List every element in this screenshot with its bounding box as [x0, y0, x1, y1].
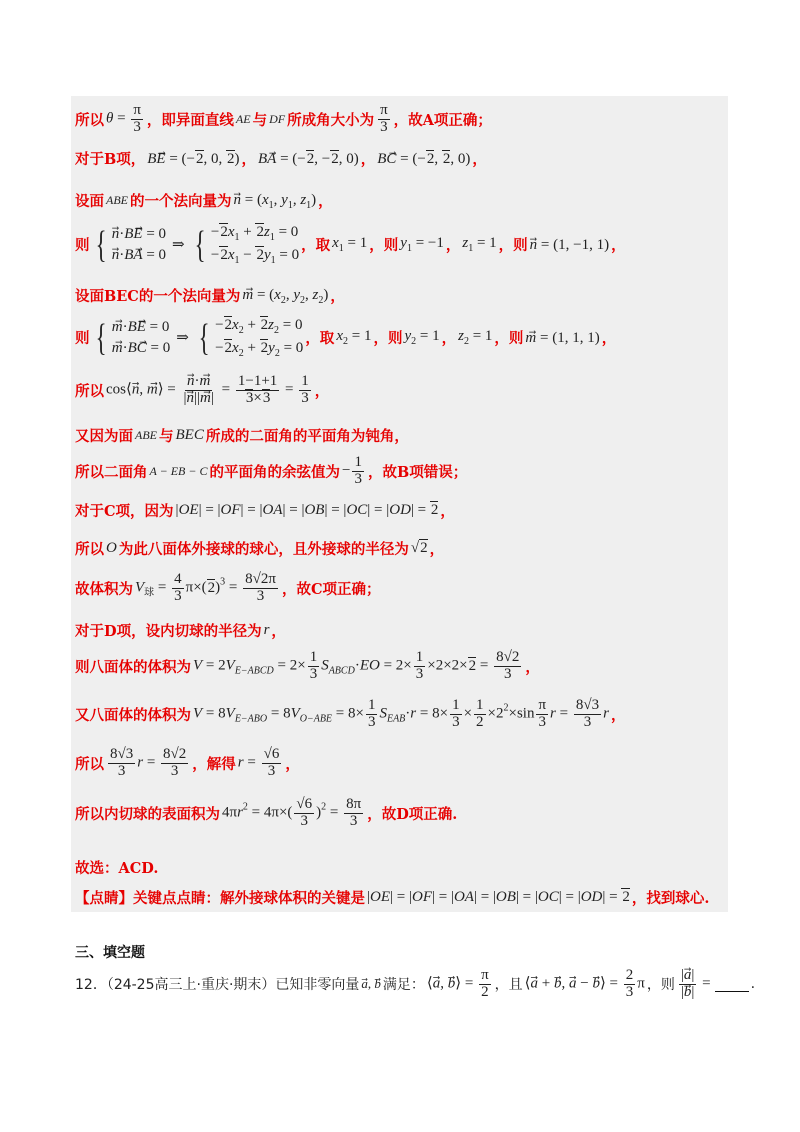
solution-line-14: 则八面体的体积为 $V = 2V_{E-ABCD} = 2\times$ $\frac{1}{3}$ $S_{ABCD}\cdot EO = 2\times$ $\frac{1}{3}$ ×2×2×2 = $\frac{8√2}{3}$ ， [75, 649, 540, 682]
section-title: 三、填空题 [75, 945, 145, 961]
solution-line-5: 设面BEC的一个法向量为 m⃗ = ($x_2$, $y_2$, $z_2$) ， [75, 287, 345, 306]
solution-line-16: 所以 $\frac{8√3}{3}$ r = $\frac{8√2}{3}$ ，解得 r = $\frac{√6}{3}$ ， [75, 746, 300, 779]
solution-line-11: 所以 O 为此八面体外接球的球心，且外接球的半径为 √2 ， [75, 540, 445, 558]
solution-line-1: 所以 θ = $\frac{\pi}{3}$ ，即异面直线 AE 与 DF 所成角大小为 $\frac{\pi}{3}$ ，故A项正确； [75, 102, 492, 135]
solution-line-6: 则 { m⃗·BE⃗ = 0 m⃗·BC⃗ = 0 ⇒ { $-2x_2 + 2z_2 = 0$ $-2x_2 + 2y_2 = 0$ ，取 $x_2 = 1$ ，则 $y_2 = 1$ ， $z_2 = 1$ ，则 m⃗ = (1, 1, 1) ， [75, 316, 617, 359]
solution-line-7: 所以 cos⟨n⃗, m⃗⟩ = $\frac{n⃗\cdot m}{|n⃗||m⃗|}$ = $\frac{1-1+1}{3\times 3}$ = $\frac{1}{3}$ ， [75, 373, 330, 406]
solution-line-18: 故选：ACD. [75, 860, 159, 877]
solution-line-8: 又因为面 ABE 与 BEC 所成的二面角的平面角为钝角， [75, 427, 409, 445]
solution-line-9: 所以二面角 A − EB − C 的平面角的余弦值为 − $\frac{1}{3}$ ，故B项错误； [75, 454, 468, 487]
solution-line-13: 对于D项，设内切球的半径为 r ， [75, 622, 286, 640]
solution-line-3: 设面 ABE 的一个法向量为 n⃗ = ($x_1$, $y_1$, $z_1$) ， [75, 192, 333, 211]
answer-blank[interactable] [715, 977, 749, 992]
solution-line-2: 对于B项， BE⃗ = (−2, 0, 2) ， BA⃗ = (−2, −2, 0) ， BC⃗ = (−2, 2, 0) ， [75, 151, 487, 168]
solution-line-19: 【点睛】关键点点睛：解外接球体积的关键是 |OE| = |OF| = |OA| = |OB| = |OC| = |OD| = 2 ，找到球心. [75, 889, 710, 907]
solution-line-15: 又八面体的体积为 $V = 8V_{E-ABO} = 8V_{O-ABE} = 8\times$ $\frac{1}{3}$ $S_{EAB}\cdot r = 8\times$ $\frac{1}{3}$ × $\frac{1}{2}$ $\times 2^2\times\sin$ $\frac{\pi}{3}$ r = $\frac{8√3}{3}$ r ， [75, 697, 626, 730]
solution-line-12: 故体积为 $V_球$ = $\frac{4}{3}$ $\pi\times(2)^3$ = $\frac{8√2\pi}{3}$ ，故C项正确； [75, 571, 381, 604]
solution-line-4: 则 { n⃗·BE⃗ = 0 n⃗·BA⃗ = 0 ⇒ { $-2x_1 + 2z_1 = 0$ $-2x_1 - 2y_1 = 0$ ，取 $x_1 = 1$ ，则 $y_1 = -1$ ， $z_1 = 1$ ，则 n⃗ = (1, −1, 1) ， [75, 223, 626, 266]
solution-line-10: 对于C项，因为 |OE| = |OF| = |OA| = |OB| = |OC| = |OD| = 2 ， [75, 502, 455, 520]
question-12: 12．（24-25高三上·重庆·期末）已知非零向量 a⃗, b 满足： ⟨a⃗, b⃗⟩ = $\frac{\pi}{2}$ ，且 ⟨a⃗ + b⃗, a⃗ − b⃗⟩ = $\frac{2}{3}$ π ，则 $\frac{|a⃗|}{|b⃗|}$ = . [75, 967, 756, 1000]
solution-line-17: 所以内切球的表面积为 $4\pi r^2 = 4\pi\times$( $\frac{√6}{3}$ )$^2$ = $\frac{8\pi}{3}$ ，故D项正确. [75, 796, 458, 829]
